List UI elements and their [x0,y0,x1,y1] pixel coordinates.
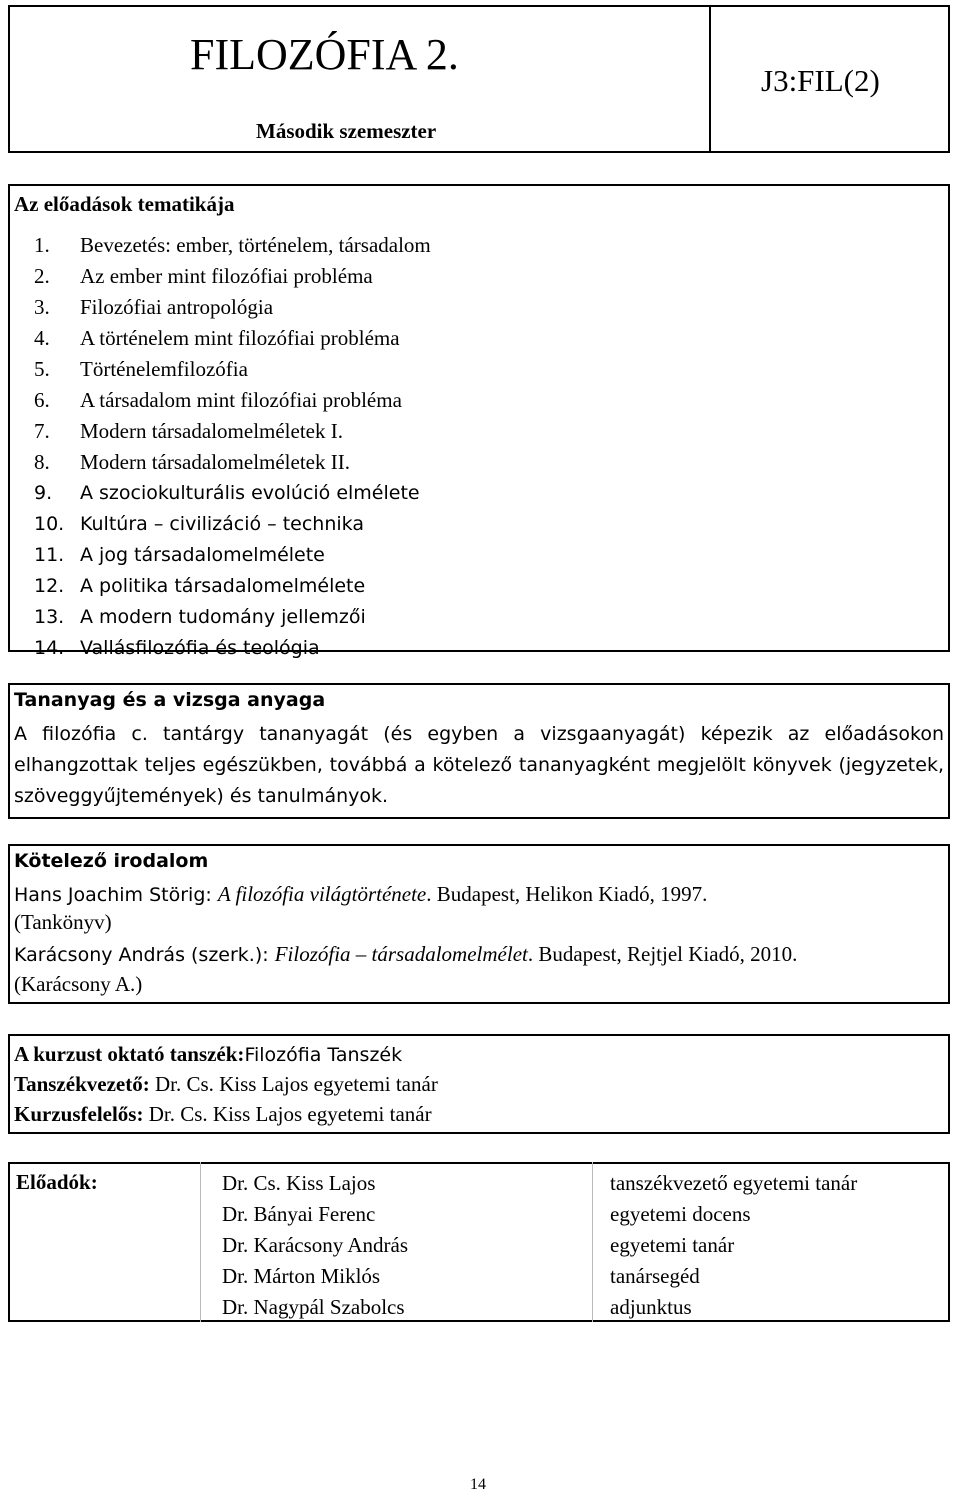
lecturer-name: Dr. Nagypál Szabolcs [222,1295,405,1319]
semester-subtitle: Második szemeszter [256,119,437,143]
book-title: Filozófia – társadalomelmélet [274,942,528,966]
lecturer-role: tanszékvezető egyetemi tanár [610,1171,858,1195]
list-item: 3. Filozófiai antropológia [34,295,274,319]
lecturer-name: Dr. Márton Miklós [222,1264,381,1288]
lecturers-section [8,1162,950,1322]
department-label: A kurzust oktató tanszék: [14,1042,245,1066]
list-item: 5. Történelemfilozófia [34,357,248,381]
lecturer-role: adjunktus [610,1295,692,1319]
literature-heading: Kötelező irodalom [14,850,209,872]
list-item: 11. A jog társadalomelmélete [34,544,325,566]
lecturer-role: egyetemi tanár [610,1233,735,1257]
department-value: Filozófia Tanszék [244,1044,403,1066]
lecturers-label: Előadók: [16,1170,98,1194]
list-item: 7. Modern társadalomelméletek I. [34,419,343,443]
book-title: A filozófia világtörténete [217,882,427,906]
book-citation: Hans Joachim Störig: A filozófia világtörténete. Budapest, Helikon Kiadó, 1997. [14,882,708,906]
topics-heading: Az előadások tematikája [14,192,235,216]
department-line [14,1042,402,1067]
department-section [8,1034,950,1134]
book-note: (Tankönyv) [14,910,112,934]
column-divider [200,1162,201,1322]
head-line [14,1072,438,1097]
head-value: Dr. Cs. Kiss Lajos egyetemi tanár [149,1072,438,1096]
course-title: FILOZÓFIA 2. [190,30,459,79]
list-item: 9. A szociokulturális evolúció elmélete [34,482,420,504]
lecturer-role: tanársegéd [610,1264,700,1288]
lecturer-roles [610,1168,857,1323]
lecturer-role: egyetemi docens [610,1202,751,1226]
responsible-value: Dr. Cs. Kiss Lajos egyetemi tanár [143,1102,432,1126]
responsible-line [14,1102,432,1127]
lecturer-name: Dr. Karácsony András [222,1233,409,1257]
page-number: 14 [470,1476,486,1493]
list-item: 6. A társadalom mint filozófiai probléma [34,388,402,412]
list-item: 2. Az ember mint filozófiai probléma [34,264,373,288]
lecturer-names [222,1168,408,1323]
lecturer-name: Dr. Cs. Kiss Lajos [222,1171,376,1195]
list-item: 12. A politika társadalomelmélete [34,575,366,597]
list-item: 14. Vallásfilozófia és teológia [34,637,320,659]
material-section [8,683,950,819]
topic-list [34,230,431,664]
head-label: Tanszékvezető: [14,1072,150,1096]
list-item: 8. Modern társadalomelméletek II. [34,450,350,474]
material-text: A filozófia c. tantárgy tananyagát (és egyben a vizsgaanyagát) képezik az előadásokon elhangzottak teljes egészükben, továbbá a kötelező tananyagként megjelölt könyvek (jegyzetek, szöveggyűjtemények) és tanulmányok. [14,723,944,807]
list-item: 1. Bevezetés: ember, történelem, társadalom [34,233,431,257]
topics-section [8,184,950,659]
responsible-label: Kurzusfelelős: [14,1102,144,1126]
list-item: 4. A történelem mint filozófiai probléma [34,326,400,350]
course-code: J3:FIL(2) [761,63,880,98]
list-item: 13. A modern tudomány jellemzői [34,606,366,628]
book-note: (Karácsony A.) [14,972,143,996]
book-citation: Karácsony András (szerk.): Filozófia – társadalomelmélet. Budapest, Rejtjel Kiadó, 2010. [14,942,798,966]
lecturer-name: Dr. Bányai Ferenc [222,1202,376,1226]
literature-section [8,844,950,1004]
course-title-box [8,5,711,153]
list-item: 10. Kultúra – civilizáció – technika [34,513,364,535]
course-code-box [709,5,950,153]
material-heading: Tananyag és a vizsga anyaga [14,689,326,711]
column-divider [592,1162,593,1322]
